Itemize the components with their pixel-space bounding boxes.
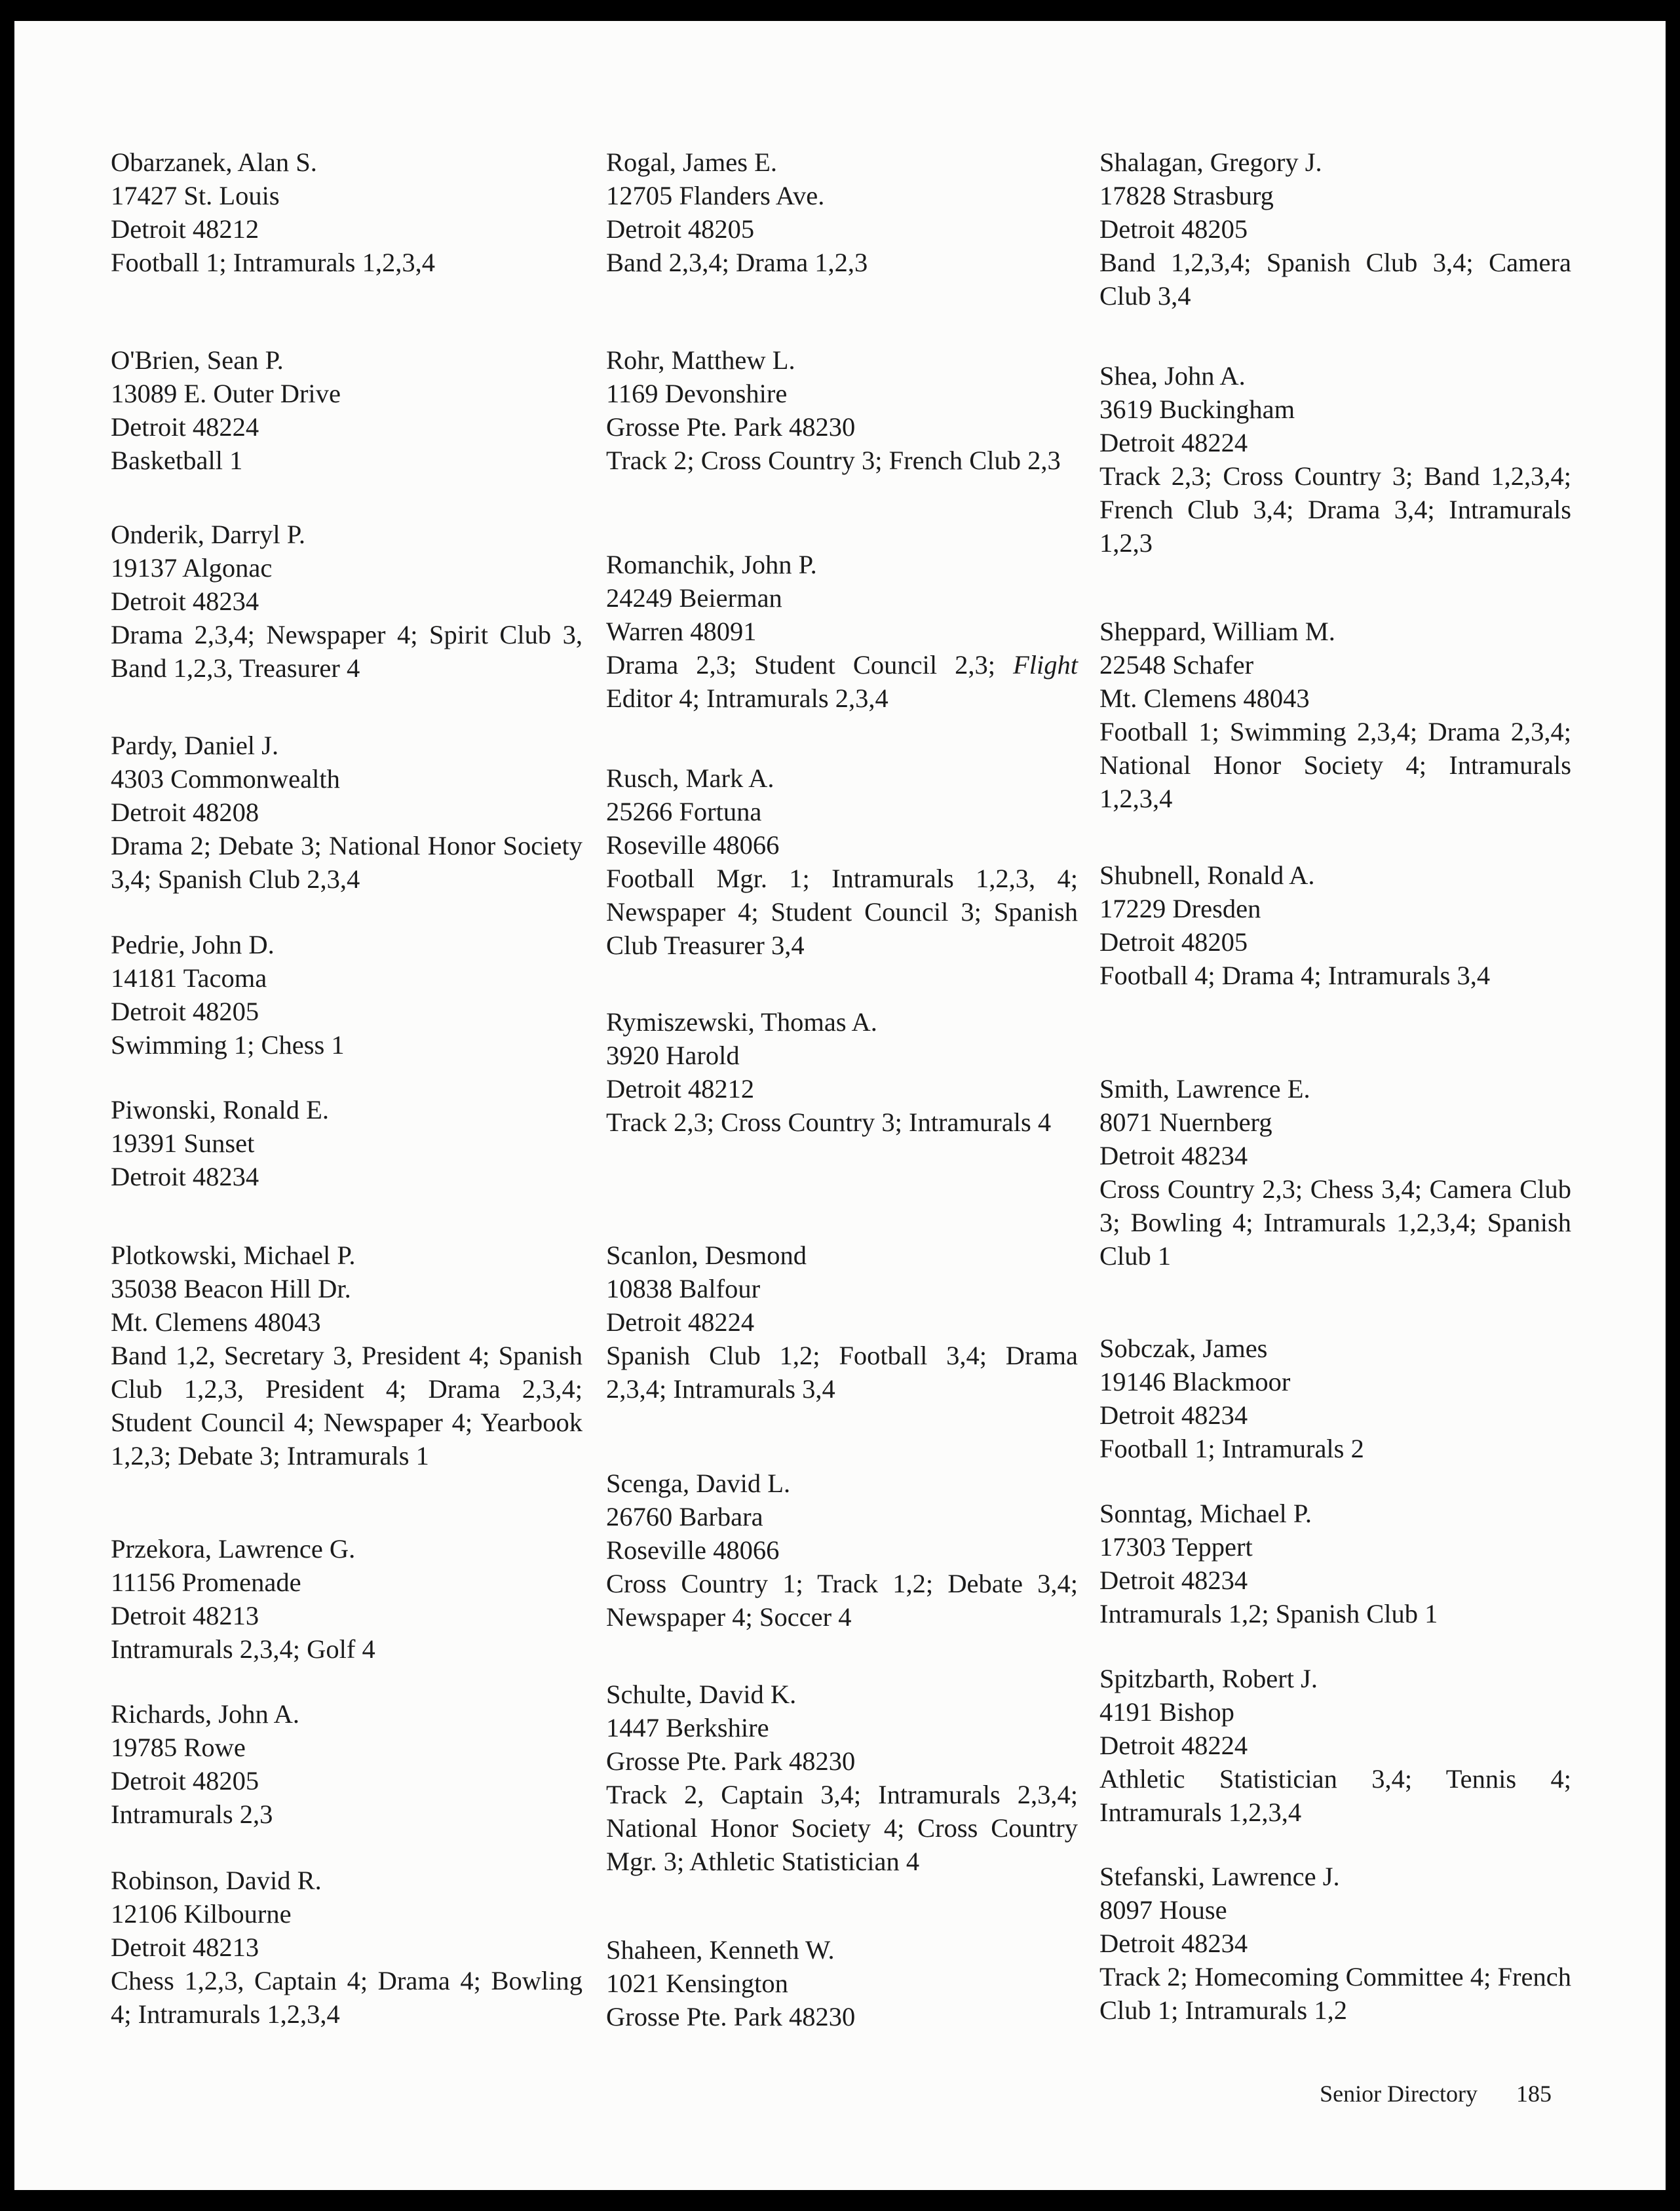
- city-zip: Detroit 48224: [111, 412, 259, 442]
- activities-text: Drama 2; Debate 3; National Honor Society 3,4; Spanish Club 2,3,4: [111, 831, 582, 894]
- activities: [111, 1028, 582, 1062]
- street-address: 4191 Bishop: [1099, 1697, 1234, 1727]
- page-footer: [1320, 2080, 1552, 2107]
- directory-entry: [1099, 1332, 1571, 1465]
- activities-text: Intramurals 2,3: [111, 1799, 273, 1829]
- city-zip: Detroit 48234: [1099, 1929, 1248, 1958]
- activities: [111, 246, 582, 279]
- student-name: Sheppard, William M.: [1099, 617, 1335, 646]
- activities: [1099, 1762, 1571, 1829]
- activities: [606, 1106, 1078, 1139]
- city-zip: Detroit 48234: [111, 1162, 259, 1191]
- activities-text: Athletic Statistician 3,4; Tennis 4; Intramurals 1,2,3,4: [1099, 1764, 1571, 1827]
- student-name: Shubnell, Ronald A.: [1099, 860, 1315, 890]
- street-address: 19137 Algonac: [111, 553, 273, 583]
- activities: [1099, 246, 1571, 313]
- activities-text: Track 2,3; Cross Country 3; Band 1,2,3,4; French Club 3,4; Drama 3,4; Intramurals 1,2,3: [1099, 461, 1571, 558]
- city-zip: Roseville 48066: [606, 1535, 780, 1565]
- student-name: Onderik, Darryl P.: [111, 520, 305, 549]
- street-address: 3619 Buckingham: [1099, 394, 1295, 424]
- city-zip: Detroit 48234: [1099, 1566, 1248, 1595]
- student-name: Pedrie, John D.: [111, 930, 275, 959]
- student-name: Shalagan, Gregory J.: [1099, 147, 1322, 177]
- street-address: 26760 Barbara: [606, 1502, 763, 1531]
- student-name: Scanlon, Desmond: [606, 1240, 807, 1270]
- student-name: Przekora, Lawrence G.: [111, 1534, 356, 1564]
- street-address: 1447 Berkshire: [606, 1713, 769, 1742]
- student-name: Obarzanek, Alan S.: [111, 147, 317, 177]
- activities-text: Football 1; Intramurals 1,2,3,4: [111, 248, 435, 277]
- street-address: 12106 Kilbourne: [111, 1899, 292, 1929]
- city-zip: Detroit 48234: [1099, 1141, 1248, 1170]
- activities-text: Football 1; Swimming 2,3,4; Drama 2,3,4; National Honor Society 4; Intramurals 1,2,3,4: [1099, 717, 1571, 813]
- activities: [1099, 1172, 1571, 1273]
- page-number: 185: [1516, 2081, 1552, 2107]
- activities-text: Chess 1,2,3, Captain 4; Drama 4; Bowling 4; Intramurals 1,2,3,4: [111, 1966, 582, 2029]
- street-address: 10838 Balfour: [606, 1274, 761, 1303]
- activities-text: Cross Country 2,3; Chess 3,4; Camera Club 3; Bowling 4; Intramurals 1,2,3,4; Spanish Club 1: [1099, 1174, 1571, 1271]
- street-address: 1021 Kensington: [606, 1969, 788, 1998]
- city-zip: Detroit 48224: [1099, 1731, 1248, 1760]
- directory-entry: [111, 1864, 582, 2031]
- directory-entry: [111, 928, 582, 1062]
- activities: [111, 829, 582, 896]
- city-zip: Roseville 48066: [606, 830, 780, 860]
- activities-text: Drama 2,3; Student Council 2,3;: [606, 650, 995, 680]
- activities: [111, 1798, 582, 1831]
- street-address: 8097 House: [1099, 1895, 1227, 1925]
- student-name: Spitzbarth, Robert J.: [1099, 1664, 1318, 1693]
- activities: [1099, 715, 1571, 815]
- activities: [606, 1778, 1078, 1878]
- city-zip: Grosse Pte. Park 48230: [606, 412, 856, 442]
- directory-entry: [606, 1933, 1078, 2033]
- student-name: Romanchik, John P.: [606, 550, 817, 579]
- student-name: Piwonski, Ronald E.: [111, 1095, 330, 1125]
- street-address: 11156 Promenade: [111, 1567, 301, 1597]
- street-address: 19146 Blackmoor: [1099, 1367, 1291, 1396]
- activities-text: Intramurals 1,2; Spanish Club 1: [1099, 1599, 1438, 1628]
- student-name: Pardy, Daniel J.: [111, 731, 279, 760]
- street-address: 17828 Strasburg: [1099, 181, 1274, 210]
- activities-text: Editor 4; Intramurals 2,3,4: [606, 683, 888, 713]
- street-address: 3920 Harold: [606, 1041, 740, 1070]
- city-zip: Detroit 48213: [111, 1932, 259, 1962]
- street-address: 22548 Schafer: [1099, 650, 1254, 680]
- activities: [1099, 459, 1571, 560]
- activities-text: Track 2; Homecoming Committee 4; French Club 1; Intramurals 1,2: [1099, 1962, 1571, 2025]
- street-address: 1169 Devonshire: [606, 379, 788, 408]
- student-name: Sobczak, James: [1099, 1334, 1268, 1363]
- directory-page: [14, 21, 1666, 2190]
- student-name: Stefanski, Lawrence J.: [1099, 1862, 1340, 1891]
- city-zip: Detroit 48205: [111, 1766, 259, 1796]
- activities-text: Spanish Club 1,2; Football 3,4; Drama 2,3,4; Intramurals 3,4: [606, 1341, 1078, 1404]
- activities-text: Track 2; Cross Country 3; French Club 2,3: [606, 446, 1061, 475]
- activities: [1099, 1597, 1571, 1630]
- activities-text: Band 1,2,3,4; Spanish Club 3,4; Camera Club 3,4: [1099, 248, 1571, 311]
- city-zip: Detroit 48212: [606, 1074, 755, 1104]
- directory-entry: [606, 343, 1078, 477]
- street-address: 17427 St. Louis: [111, 181, 280, 210]
- activities-text: Football 1; Intramurals 2: [1099, 1434, 1364, 1463]
- student-name: Schulte, David K.: [606, 1680, 797, 1709]
- directory-entry: [606, 1467, 1078, 1634]
- activities: [111, 1632, 582, 1666]
- city-zip: Detroit 48205: [606, 214, 755, 244]
- activities: [111, 1339, 582, 1472]
- city-zip: Grosse Pte. Park 48230: [606, 2002, 856, 2031]
- street-address: 12705 Flanders Ave.: [606, 181, 825, 210]
- directory-entry: [606, 1239, 1078, 1406]
- activities-text: Band 2,3,4; Drama 1,2,3: [606, 248, 868, 277]
- activities: [606, 648, 1078, 715]
- street-address: 17303 Teppert: [1099, 1532, 1253, 1562]
- activities-text: Football 4; Drama 4; Intramurals 3,4: [1099, 961, 1491, 990]
- city-zip: Detroit 48234: [111, 586, 259, 616]
- activities-text: Intramurals 2,3,4; Golf 4: [111, 1634, 375, 1664]
- activities-text: Swimming 1; Chess 1: [111, 1030, 345, 1060]
- student-name: Richards, John A.: [111, 1699, 299, 1729]
- student-name: Sonntag, Michael P.: [1099, 1499, 1312, 1528]
- city-zip: Detroit 48208: [111, 798, 259, 827]
- street-address: 13089 E. Outer Drive: [111, 379, 341, 408]
- student-name: Shea, John A.: [1099, 361, 1246, 391]
- student-name: Rusch, Mark A.: [606, 763, 774, 793]
- student-name: Rohr, Matthew L.: [606, 345, 795, 375]
- directory-entry: [1099, 615, 1571, 815]
- street-address: 19391 Sunset: [111, 1128, 255, 1158]
- student-name: Smith, Lawrence E.: [1099, 1074, 1310, 1104]
- activities-text: Football Mgr. 1; Intramurals 1,2,3, 4; Newspaper 4; Student Council 3; Spanish Club Treasurer 3,4: [606, 864, 1078, 960]
- activities: [606, 862, 1078, 962]
- directory-entry: [111, 1239, 582, 1472]
- city-zip: Detroit 48205: [111, 997, 259, 1026]
- activities: [111, 1964, 582, 2031]
- city-zip: Detroit 48234: [1099, 1400, 1248, 1430]
- street-address: 14181 Tacoma: [111, 963, 267, 993]
- footer-section-title: Senior Directory: [1320, 2081, 1478, 2107]
- activities: [1099, 1960, 1571, 2027]
- student-name: Shaheen, Kenneth W.: [606, 1935, 835, 1965]
- street-address: 24249 Beierman: [606, 583, 782, 613]
- student-name: Rymiszewski, Thomas A.: [606, 1007, 877, 1037]
- city-zip: Warren 48091: [606, 617, 757, 646]
- activities-text: Basketball 1: [111, 446, 243, 475]
- activities: [606, 444, 1078, 477]
- activities-text: Cross Country 1; Track 1,2; Debate 3,4; Newspaper 4; Soccer 4: [606, 1569, 1078, 1632]
- directory-entry: [111, 145, 582, 279]
- directory-entry: [606, 1678, 1078, 1878]
- activities: [606, 246, 1078, 279]
- street-address: 25266 Fortuna: [606, 797, 762, 826]
- street-address: 17229 Dresden: [1099, 894, 1261, 923]
- directory-entry: [1099, 858, 1571, 992]
- directory-entry: [1099, 1662, 1571, 1829]
- directory-entry: [606, 145, 1078, 279]
- city-zip: Detroit 48213: [111, 1601, 259, 1630]
- directory-entry: [1099, 1860, 1571, 2027]
- activities: [1099, 1432, 1571, 1465]
- activities: [606, 1567, 1078, 1634]
- city-zip: Mt. Clemens 48043: [1099, 683, 1310, 713]
- directory-entry: [606, 1005, 1078, 1139]
- student-name: Scenga, David L.: [606, 1469, 791, 1498]
- activities: [111, 444, 582, 477]
- directory-entry: [111, 729, 582, 896]
- student-name: Rogal, James E.: [606, 147, 777, 177]
- city-zip: Detroit 48212: [111, 214, 259, 244]
- activities: [111, 618, 582, 685]
- activities-text: Track 2,3; Cross Country 3; Intramurals 4: [606, 1107, 1052, 1137]
- directory-entry: [606, 761, 1078, 962]
- student-name: Robinson, David R.: [111, 1866, 322, 1895]
- city-zip: Detroit 48224: [606, 1307, 755, 1337]
- directory-entry: [111, 1532, 582, 1666]
- activities-text: Band 1,2, Secretary 3, President 4; Spanish Club 1,2,3, President 4; Drama 2,3,4; Student Council 4; Newspaper 4; Yearbook 1,2,3; Debate 3; Intramurals 1: [111, 1341, 582, 1471]
- directory-entry: [1099, 145, 1571, 313]
- city-zip: Detroit 48205: [1099, 214, 1248, 244]
- street-address: 35038 Beacon Hill Dr.: [111, 1274, 351, 1303]
- street-address: 4303 Commonwealth: [111, 764, 340, 794]
- directory-entry: [111, 1697, 582, 1831]
- directory-entry: [111, 518, 582, 685]
- directory-entry: [606, 548, 1078, 715]
- street-address: 8071 Nuernberg: [1099, 1107, 1272, 1137]
- city-zip: Detroit 48224: [1099, 428, 1248, 457]
- city-zip: Grosse Pte. Park 48230: [606, 1746, 856, 1776]
- city-zip: Mt. Clemens 48043: [111, 1307, 321, 1337]
- street-address: 19785 Rowe: [111, 1733, 246, 1762]
- directory-entry: [1099, 1072, 1571, 1273]
- publication-title: Flight: [1013, 650, 1078, 680]
- activities: [606, 1339, 1078, 1406]
- activities-text: Drama 2,3,4; Newspaper 4; Spirit Club 3, Band 1,2,3, Treasurer 4: [111, 620, 582, 683]
- directory-entry: [111, 1093, 582, 1193]
- activities-text: Track 2, Captain 3,4; Intramurals 2,3,4; National Honor Society 4; Cross Country Mgr. 3; Athletic Statistician 4: [606, 1780, 1078, 1876]
- activities: [1099, 959, 1571, 992]
- directory-entry: [1099, 1497, 1571, 1630]
- directory-entry: [1099, 359, 1571, 560]
- directory-entry: [111, 343, 582, 477]
- student-name: Plotkowski, Michael P.: [111, 1240, 356, 1270]
- student-name: O'Brien, Sean P.: [111, 345, 284, 375]
- city-zip: Detroit 48205: [1099, 927, 1248, 957]
